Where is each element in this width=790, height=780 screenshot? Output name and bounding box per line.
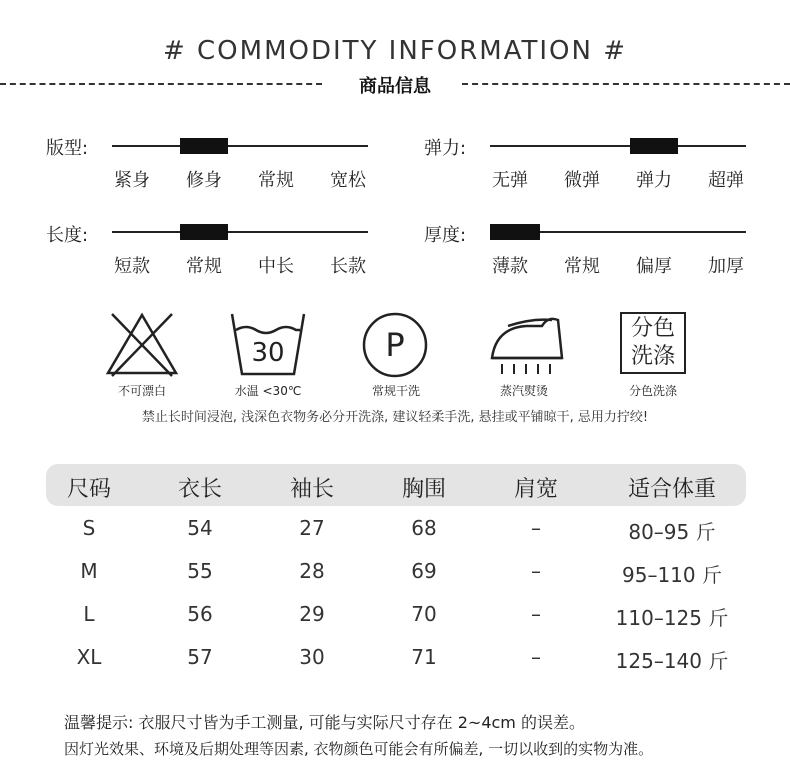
cell-sleeve: 27 [299,516,325,540]
wash-separately-line-1: 分色 [630,316,675,341]
care-label-wash-temperature: 水温 <30℃ [234,384,302,398]
column-header-size: 尺码 [66,477,111,502]
cell-size: S [82,516,96,540]
care-label-no-bleach: 不可漂白 [117,384,166,398]
cell-chest: 68 [411,516,437,540]
cell-length: 54 [187,516,213,540]
thickness-option: 偏厚 [636,256,672,277]
column-header-shoulder: 肩宽 [513,477,558,502]
cell-length: 57 [187,645,213,669]
thickness-option: 薄款 [492,256,528,277]
fit-option: 宽松 [330,170,366,191]
table-row [46,645,746,675]
column-header-length: 衣长 [177,477,222,502]
fit-scale-label: 版型: [46,138,89,159]
fit-scale-marker [180,138,228,154]
steam-iron-icon [486,312,566,376]
dry-clean-letter: P [385,326,405,364]
length-option: 常规 [186,256,222,277]
cell-weight: 80–95 斤 [628,520,716,544]
fit-option: 修身 [186,170,222,191]
cell-chest: 71 [411,645,437,669]
care-instructions-note: 禁止长时间浸泡, 浅深色衣物务必分开洗涤, 建议轻柔手洗, 悬挂或平铺晾干, 忌用力拧绞! [141,410,649,425]
elasticity-option: 无弹 [492,170,528,191]
elasticity-option: 超弹 [708,170,744,191]
cell-length: 56 [187,602,213,626]
elasticity-scale-label: 弹力: [424,138,467,159]
fit-scale-track [112,145,368,147]
dry-clean-p-icon [360,310,430,380]
cell-chest: 69 [411,559,437,583]
table-row [46,516,746,546]
thickness-option: 常规 [564,256,600,277]
column-header-sleeve: 袖长 [289,477,334,502]
cell-weight: 95–110 斤 [622,563,722,587]
size-table-header [46,464,746,506]
elasticity-option: 微弹 [564,170,600,191]
column-header-chest: 胸围 [401,477,446,502]
care-label-wash-separately: 分色洗涤 [628,384,677,398]
care-label-dry-clean: 常规干洗 [371,384,420,398]
cell-shoulder: – [531,559,541,583]
cell-shoulder: – [531,602,541,626]
table-row [46,602,746,632]
cell-weight: 110–125 斤 [615,606,729,630]
cell-sleeve: 30 [299,645,325,669]
length-scale-marker [180,224,228,240]
cell-shoulder: – [531,645,541,669]
cell-length: 55 [187,559,213,583]
cell-size: XL [76,645,102,669]
length-option: 短款 [114,256,150,277]
wash-30-icon [228,310,308,378]
thickness-scale-label: 厚度: [424,225,467,246]
wash-separately-line-2: 洗涤 [630,344,675,369]
measurement-notice: 温馨提示: 衣服尺寸皆为手工测量, 可能与实际尺寸存在 2~4cm 的误差。 [64,713,585,732]
length-option: 中长 [258,256,294,277]
elasticity-scale-track [490,145,746,147]
fit-option: 常规 [258,170,294,191]
elasticity-scale-marker [630,138,678,154]
length-scale-track [112,231,368,233]
elasticity-option: 弹力 [636,170,672,191]
cell-shoulder: – [531,516,541,540]
care-label-steam-iron: 蒸汽熨烫 [499,384,548,398]
table-row [46,559,746,589]
page-subtitle: 商品信息 [359,76,431,97]
cell-chest: 70 [411,602,437,626]
cell-size: M [80,559,98,583]
cell-sleeve: 29 [299,602,325,626]
length-scale-label: 长度: [46,225,89,246]
column-header-weight: 适合体重 [627,477,716,502]
thickness-option: 加厚 [708,256,744,277]
length-option: 长款 [330,256,366,277]
no-bleach-icon [104,310,180,378]
subtitle-row [0,72,790,96]
wash-temperature-value: 30 [251,338,285,368]
cell-weight: 125–140 斤 [615,649,729,673]
cell-size: L [83,602,95,626]
thickness-scale-marker [490,224,540,240]
color-notice: 因灯光效果、环境及后期处理等因素, 衣物颜色可能会有所偏差, 一切以收到的实物为准。 [64,740,654,758]
page-title: # COMMODITY INFORMATION # [162,36,628,66]
fit-option: 紧身 [114,170,150,191]
wash-separately-icon [620,312,686,374]
cell-sleeve: 28 [299,559,325,583]
